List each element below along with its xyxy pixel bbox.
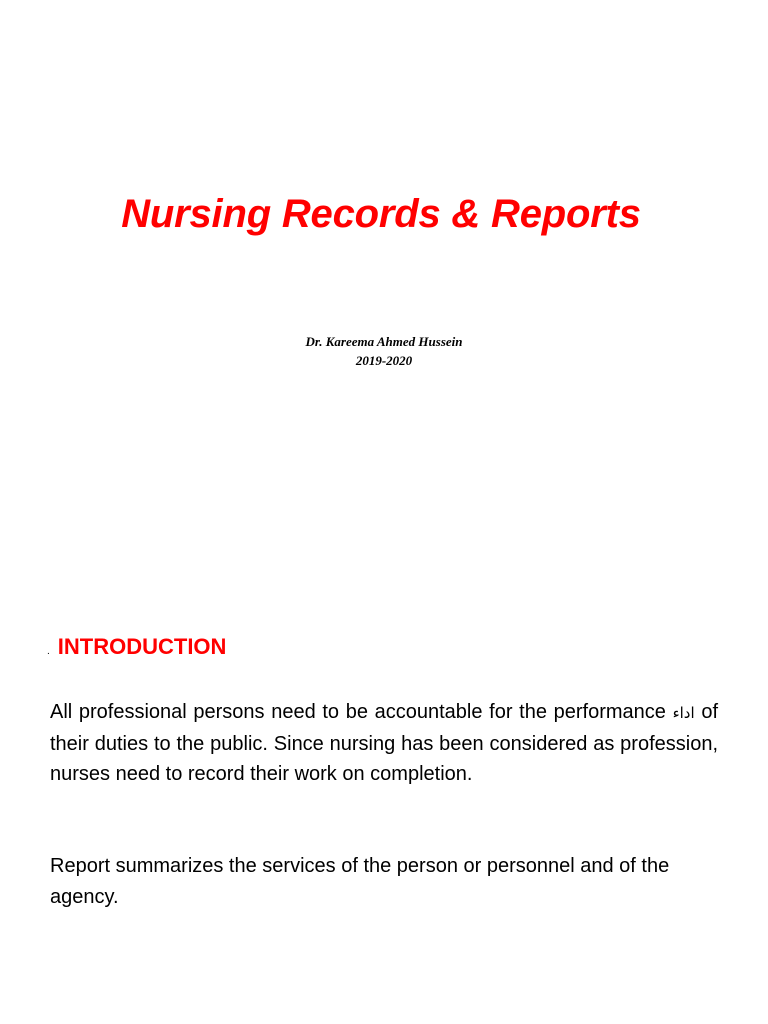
introduction-paragraph-2: Report summarizes the services of the person or personnel and of the agency.	[50, 855, 670, 908]
introduction-heading	[47, 632, 226, 667]
introduction-paragraph-1	[50, 697, 718, 790]
paragraph-1-part-2: of their duties to the public. Since nursing has been considered as profession, nurses need to record their work on completion.	[50, 701, 719, 785]
document-title: Nursing Records & Reports	[121, 192, 641, 236]
author-name: Dr. Kareema Ahmed Hussein	[305, 334, 463, 349]
author-year: 2019-2020	[355, 353, 413, 368]
arabic-word: اداء	[672, 704, 695, 722]
paragraph-1-part-1: All professional persons need to be accountable for the performance	[50, 701, 673, 723]
introduction-heading-text: INTRODUCTION	[57, 634, 227, 659]
heading-bullet: .	[47, 646, 50, 657]
author-block	[0, 332, 768, 370]
